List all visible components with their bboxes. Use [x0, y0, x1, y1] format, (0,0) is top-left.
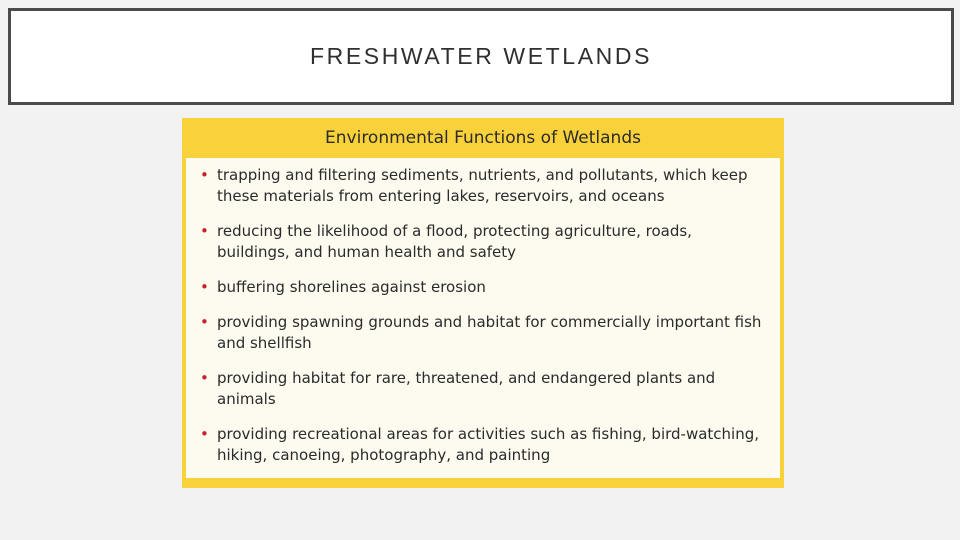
slide-title: FRESHWATER WETLANDS: [309, 43, 653, 69]
list-item: [200, 312, 762, 354]
list-item-text: buffering shorelines against erosion: [217, 278, 486, 296]
list-item-text: providing recreational areas for activities such as fishing, bird-watching, hiking, canoeing, photography, and painting: [217, 425, 760, 464]
panel-body: [186, 158, 780, 478]
list-item-text: trapping and filtering sediments, nutrients, and pollutants, which keep these materials from entering lakes, reservoirs, and oceans: [217, 166, 748, 205]
list-item: [200, 221, 762, 263]
bullet-icon: •: [200, 278, 209, 296]
list-item-text: providing habitat for rare, threatened, and endangered plants and animals: [217, 369, 716, 408]
list-item: [200, 368, 762, 410]
panel-header: [182, 118, 784, 158]
bullet-icon: •: [200, 425, 209, 443]
functions-list: [186, 158, 780, 466]
panel-heading: Environmental Functions of Wetlands: [325, 128, 641, 148]
bullet-icon: •: [200, 166, 209, 184]
bullet-icon: •: [200, 313, 209, 331]
bullet-icon: •: [200, 369, 209, 387]
list-item: [200, 165, 762, 207]
list-item-text: providing spawning grounds and habitat for commercially important fish and shellfish: [217, 313, 762, 352]
list-item: [200, 277, 762, 298]
list-item: [200, 424, 762, 466]
bullet-icon: •: [200, 222, 209, 240]
list-item-text: reducing the likelihood of a flood, protecting agriculture, roads, buildings, and human health and safety: [217, 222, 692, 261]
wetland-functions-panel: [182, 118, 784, 488]
slide-title-box: [8, 8, 954, 105]
